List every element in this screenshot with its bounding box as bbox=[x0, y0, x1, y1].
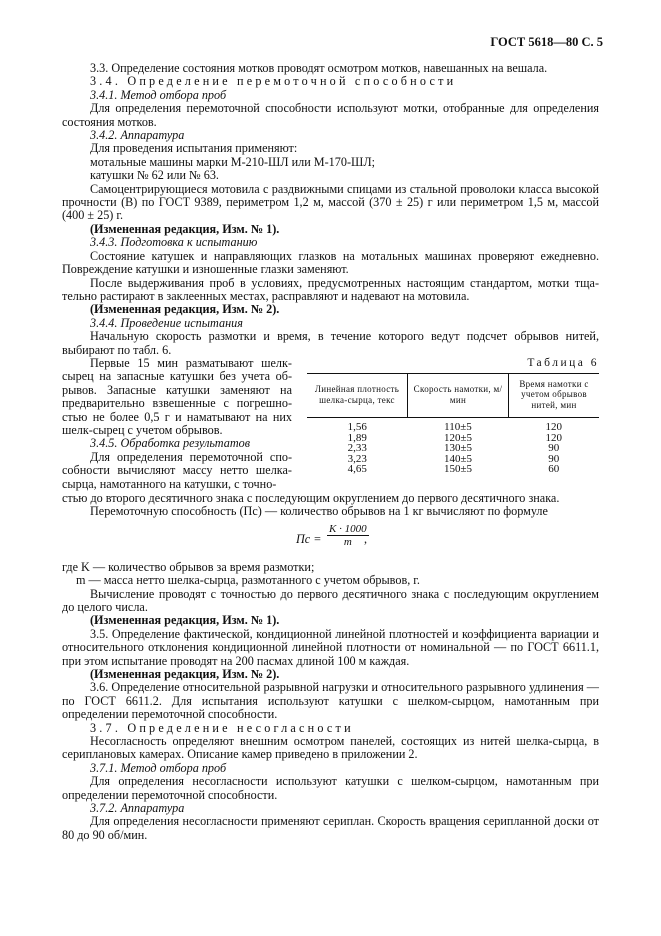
table-row bbox=[307, 464, 599, 475]
para-3-7-2-text: Для определения несогласности применяют сериплан. Скорость вращения серипланной доски от 80 до 90 об/мин. bbox=[62, 814, 599, 842]
section-3-7-2-heading: 3.7.2. Аппаратура bbox=[90, 801, 185, 816]
formula-block bbox=[62, 523, 599, 559]
section-3-7-1-heading: 3.7.1. Метод отбора проб bbox=[90, 760, 227, 775]
formula-numerator: K · 1000 bbox=[329, 522, 367, 535]
para-formula-intro: Перемоточную способность (Пс) — количество обрывов на 1 кг вычисляют по формуле bbox=[90, 504, 548, 519]
section-3-4-2-heading: 3.4.2. Аппаратура bbox=[90, 128, 185, 143]
table-cell: 60 bbox=[548, 463, 560, 476]
para-3-4-3-text-1: Состояние катушек и направляющих глазков на мотальных машинах проверяют ежедневно. Повреждение катушки и изношенные глазки заменяют. bbox=[62, 248, 599, 277]
section-3-7-heading: 3.7. Определение несогласности bbox=[90, 720, 354, 735]
formula-legend-m: m — масса нетто шелка-сырца, размотанного с учетом обрывов, г. bbox=[76, 573, 420, 588]
para-3-7-text: Несогласность определяют внешним осмотром панелей, состоящих из нитей шелка-сырца, в сериплановых камерах. Описание камер приведено в приложении 2. bbox=[62, 734, 599, 762]
table-cell: 1,89 bbox=[347, 431, 367, 444]
para-3-5: 3.5. Определение фактической, кондиционной линейной плотностей и коэффициента вариации и относительного отклонения кондиционной линейной плотности от номинальной — по ГОСТ 6611.1, при этом испытание проводят на 200 пасмах длиной 100 м каждая. bbox=[62, 626, 599, 668]
para-3-4-2-item-2: катушки № 62 или № 63. bbox=[90, 168, 219, 183]
para-3-6: 3.6. Определение относительной разрывной нагрузки и относительного разрывного удлинения — по ГОСТ 6611.2. Для испытания используют катушки с шелком-сырцом, намотанным при определении перемоточной способности. bbox=[62, 680, 599, 722]
section-3-4-1-heading: 3.4.1. Метод отбора проб bbox=[90, 87, 227, 102]
para-3-4-5-text: Для определения перемоточной способности вычисляют массу нетто шелка-сырца, намотанного на катушки, с точно- bbox=[62, 449, 292, 491]
para-3-4-1-text: Для определения перемоточной способности используют мотки, отобранные для определения состояния мотков. bbox=[62, 101, 599, 129]
table-cell: 90 bbox=[548, 452, 560, 465]
table-6 bbox=[307, 373, 599, 475]
table-cell: 130±5 bbox=[443, 442, 473, 455]
revision-note-3: (Измененная редакция, Изм. № 1). bbox=[90, 613, 280, 628]
table-cell: 4,65 bbox=[347, 463, 367, 476]
section-3-4-heading: 3.4. Определение перемоточной способности bbox=[90, 74, 457, 89]
para-3-4-2-item-1: мотальные машины марки М-210-ШЛ или М-170-ШЛ; bbox=[90, 154, 375, 169]
table-cell: 140±5 bbox=[443, 452, 473, 465]
table-cell: 90 bbox=[548, 442, 560, 455]
table-cell: 150±5 bbox=[443, 463, 473, 476]
para-rounding: Вычисление проводят с точностью до первого десятичного знака с последующим округлением до целого числа. bbox=[62, 586, 599, 614]
table-header-cell: Линейная плотность шелка-сырца, текс bbox=[307, 373, 408, 418]
text-table-block bbox=[62, 357, 599, 492]
table-cell: 120 bbox=[545, 431, 562, 444]
document-body bbox=[62, 62, 599, 842]
page-header: ГОСТ 5618—80 С. 5 bbox=[490, 35, 603, 49]
revision-note-2: (Измененная редакция, Изм. № 2). bbox=[90, 302, 280, 317]
table-header-cell: Скорость намотки, м/мин bbox=[408, 373, 509, 418]
para-first-15-min: Первые 15 мин разматывают шелк-сырец на запасные катушки без учета обрывов. Запасные катушки заменяют на предварительно взвешенные с погрешностью не более 0,5 г и наматывают на них шелк-сырец с учетом обрывов. bbox=[62, 355, 292, 437]
revision-note-1: (Измененная редакция, Изм. № 1). bbox=[90, 221, 280, 236]
section-3-4-4-heading: 3.4.4. Проведение испытания bbox=[90, 315, 243, 330]
para-precision-continued: стью до второго десятичного знака с последующим округлением до первого десятичного знака. bbox=[62, 490, 560, 505]
revision-note-4: (Измененная редакция, Изм. № 2). bbox=[90, 667, 280, 681]
section-3-4-5-heading: 3.4.5. Обработка результатов bbox=[90, 436, 251, 451]
formula-lhs: Пс = bbox=[296, 531, 322, 546]
table-cell: 110±5 bbox=[444, 421, 472, 434]
formula-comma: , bbox=[364, 531, 368, 546]
table-header-cell: Время намотки с учетом обрывов нитей, мин bbox=[509, 373, 600, 418]
para-3-4-3-text-2: После выдерживания проб в условиях, предусмотренных настоящим стандартом, мотки тщательно растирают в заклеенных местах, расправляют и надевают на мотовила. bbox=[62, 275, 599, 303]
para-3-3: 3.3. Определение состояния мотков проводят осмотром мотков, навешанных на вешала. bbox=[90, 61, 548, 75]
formula-denominator: m bbox=[343, 535, 352, 548]
table-cell: 120±5 bbox=[443, 431, 473, 444]
formula-legend-k: где K — количество обрывов за время размотки; bbox=[62, 559, 315, 574]
table-cell: 1,56 bbox=[347, 421, 367, 434]
table-cell: 2,33 bbox=[347, 442, 367, 455]
section-3-4-3-heading: 3.4.3. Подготовка к испытанию bbox=[90, 235, 258, 250]
para-3-4-2-intro: Для проведения испытания применяют: bbox=[90, 141, 298, 156]
para-3-4-4-text: Начальную скорость размотки и время, в течение которого ведут подсчет обрывов нитей, выбирают по табл. 6. bbox=[62, 329, 599, 357]
para-3-4-2-motovila: Самоцентрирующиеся мотовила с раздвижными спицами из стальной проволоки класса высокой прочности (В) по ГОСТ 9389, периметром 1,2 м, массой (370 ± 25) г или периметром 1,5 м, массой (400 ± 25) г. bbox=[62, 181, 599, 223]
table-cell: 120 bbox=[545, 421, 562, 434]
para-3-7-1-text: Для определения несогласности используют катушки с шелком-сырцом, намотанным при определении перемоточной способности. bbox=[62, 774, 599, 802]
left-column-text bbox=[62, 357, 292, 491]
table-header-row bbox=[307, 373, 599, 418]
table-caption: Таблица 6 bbox=[527, 356, 599, 369]
formula-fraction bbox=[327, 523, 369, 548]
table-cell: 3,23 bbox=[347, 452, 367, 465]
table-row bbox=[307, 418, 599, 433]
